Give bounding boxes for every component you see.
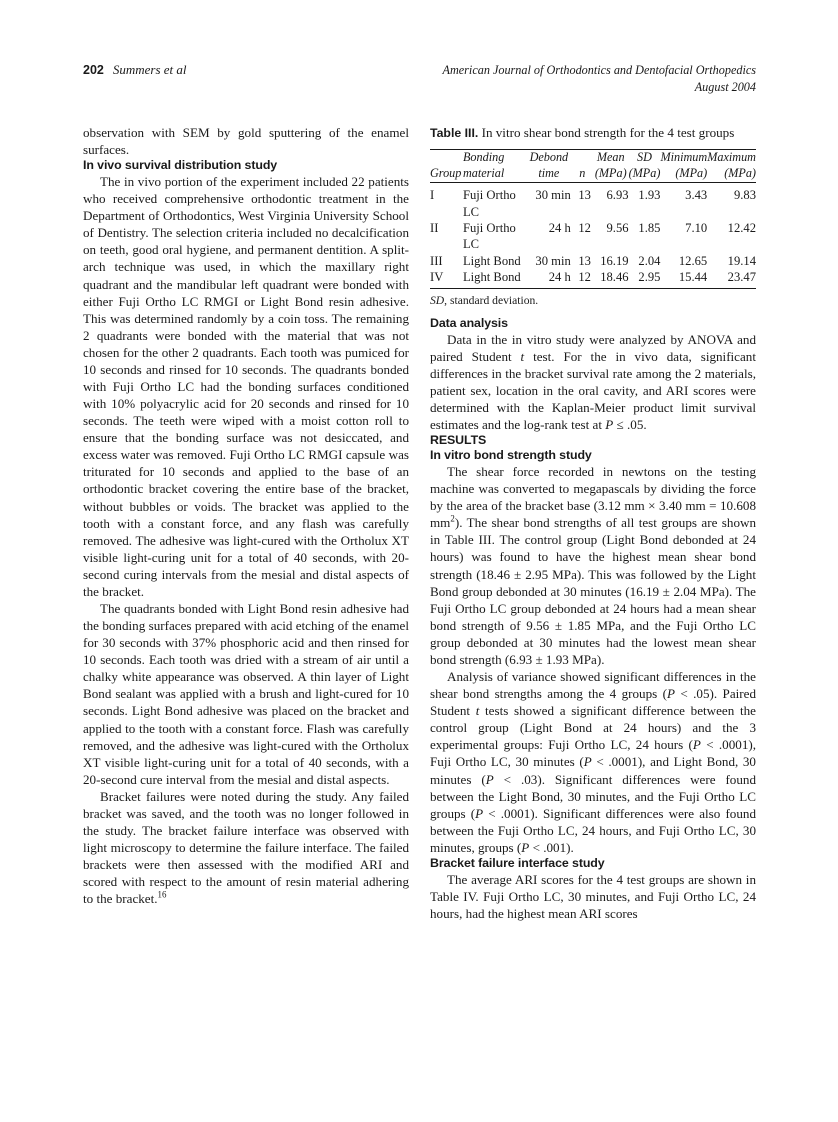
th-sd-unit: (MPa) [628, 166, 661, 181]
table-iii-label: Table III. [430, 126, 479, 140]
running-head-authors: Summers et al [112, 62, 187, 77]
cell-sd: 2.95 [638, 270, 661, 285]
th-sd-line1: SD [637, 149, 652, 164]
th-mean-line1: Mean [596, 149, 625, 164]
cell-n: 13 [578, 188, 591, 203]
th-time-line2: time [538, 166, 560, 181]
cell-mean: 18.46 [600, 270, 629, 285]
anova-text-h: < .001). [529, 839, 574, 855]
cell-min: 12.65 [678, 253, 708, 268]
statistic-P: P [485, 771, 494, 787]
cell-material: Light Bond [462, 270, 521, 285]
th-min-line1: Minimum [660, 149, 708, 164]
statistic-t: t [520, 348, 525, 364]
th-max-unit: (MPa) [724, 166, 756, 181]
paragraph-anova-results [430, 668, 756, 856]
right-column [430, 316, 756, 922]
statistic-P: P [692, 737, 701, 753]
issue-date: August 2004 [694, 80, 756, 95]
anova-text-g: < .0001). Significant differences were also found between the Fuji Ortho LC, 24 hours, and Fuji Ortho LC, 30 minutes, groups ( [430, 805, 756, 855]
table-row [430, 269, 756, 289]
th-mean-unit: (MPa) [594, 166, 627, 181]
table-iii-footnote [430, 294, 756, 308]
statistic-P: P [475, 805, 484, 821]
table-iii-caption [430, 124, 756, 142]
data-analysis-text-b: test. For the in vivo data, significant differences in the bracket survival rate among the 2 materials, patient sex, location in the oral cavity, and ARI scores were determined with the Kaplan-Meier product limit survival estimates and the log-rank test at [430, 348, 756, 433]
cell-time: 24 h [548, 220, 571, 235]
cell-mean: 6.93 [606, 188, 629, 203]
statistic-t: t [475, 703, 480, 719]
th-group: Group [430, 166, 462, 181]
running-head-right [443, 62, 756, 97]
th-n-blank [574, 149, 593, 166]
cell-n: 12 [578, 220, 591, 235]
cell-group: III [430, 253, 443, 268]
heading-in-vitro-bond-strength-study: In vitro bond strength study [430, 448, 592, 463]
in-vitro-text-b: ). The shear bond strengths of all test groups are shown in Table III. The control group (Light Bond debonded at 24 hours) was found to have the highest mean shear bond strength (18.46 ± 2.95 MPa). This was followed by the Light Bond group debonded at 30 minutes (16.19 ± 2.04 MPa). The Fuji Ortho LC group debonded at 24 hours had a mean shear bond strength of 9.56 ± 1.85 MPa, and the Fuji Ortho LC group debonded at 30 minutes had the lowest mean shear bond strength (6.93 ± 1.93 MPa). [430, 515, 756, 667]
cell-mean: 16.19 [600, 253, 629, 268]
cell-min: 7.10 [685, 220, 708, 235]
paragraph-bracket-failures-text: Bracket failures were noted during the study. Any failed bracket was saved, and the tooth was no longer followed in the study. The bracket failure interface was observed with light microscopy to determine the failure interface. The failed brackets were then assessed with the modified ARI and scored with respect to the amount of resin material adhering to the bracket. [83, 788, 409, 907]
table-iii [430, 149, 756, 289]
table-iii-caption-text: In vitro shear bond strength for the 4 test groups [481, 125, 735, 140]
page-number: 202 [83, 63, 104, 77]
table-iii-body [430, 183, 756, 289]
statistic-P: P [521, 839, 530, 855]
paragraph-data-analysis [430, 331, 756, 433]
table-header-row-1 [430, 149, 756, 166]
in-vitro-text-a: The shear force recorded in newtons on the testing machine was converted to megapascals by dividing the force by the area of the bracket base (3.12 mm × 3.40 mm = 10.608 mm [430, 464, 756, 531]
cell-sd: 1.93 [638, 188, 661, 203]
heading-results: RESULTS [430, 433, 487, 448]
cell-max: 9.83 [733, 188, 756, 203]
paragraph-bracket-failure-results: The average ARI scores for the 4 test groups are shown in Table IV. Fuji Ortho LC, 30 minutes, and Fuji Ortho LC, 24 hours, had the highest mean ARI scores [430, 871, 756, 921]
cell-max: 12.42 [727, 220, 756, 235]
th-time-line1: Debond [529, 149, 569, 164]
left-column [83, 124, 409, 907]
table-row [430, 253, 756, 269]
th-min-unit: (MPa) [675, 166, 708, 181]
cell-group: II [430, 220, 439, 235]
continued-paragraph: observation with SEM by gold sputtering of the enamel surfaces. [83, 125, 409, 158]
table-iii-head [430, 149, 756, 182]
heading-bracket-failure-interface-study: Bracket failure interface study [430, 855, 605, 870]
th-n: n [579, 166, 586, 181]
anova-text-b: < .05). Paired Student [430, 686, 756, 719]
anova-text-a: Analysis of variance showed significant differences in the shear bond strengths among the 4 groups ( [430, 669, 756, 702]
statistic-P: P [667, 686, 675, 702]
anova-text-f: < .03). Significant differences were found between the Light Bond, 30 minutes, and the Fuji Ortho LC groups ( [430, 771, 756, 821]
cell-group: I [430, 188, 435, 203]
table-iii-block [430, 124, 756, 308]
th-group-blank [430, 149, 463, 166]
cell-material: Fuji Ortho LC [462, 188, 516, 219]
reference-marker-16: 16 [157, 889, 167, 900]
superscript-square: 2 [450, 513, 455, 524]
cell-max: 23.47 [727, 270, 756, 285]
heading-data-analysis: Data analysis [430, 316, 508, 330]
table-row [430, 220, 756, 253]
data-analysis-text-a: Data in the in vitro study were analyzed by ANOVA and paired Student [430, 331, 756, 364]
cell-material: Fuji Ortho LC [462, 220, 516, 252]
paragraph-bracket-failures [83, 788, 409, 908]
th-material-line1: Bonding [462, 149, 505, 164]
cell-min: 3.43 [685, 188, 708, 203]
paragraph-in-vivo-methods: The in vivo portion of the experiment included 22 patients who received comprehensive orthodontic treatment in the Department of Orthodontics, West Virginia University School of Dentistry. The selection criteria included no decalcification on teeth, good oral hygiene, and permanent dentition. A split-arch technique was used, in which the maxillary right quadrant and the mandibular left quadrant were bonded with either Fuji Ortho LC RMGI or Light Bond resin adhesive. This was determined randomly by a coin toss. The remaining 2 quadrants were bonded with the material that was not chosen for the other 2 quadrants. Each tooth was pumiced for 10 seconds and rinsed for 10 seconds. The quadrants bonded with Fuji Ortho LC had the bonding surfaces conditioned with 10% polyacrylic acid for 20 seconds and rinsed for 10 seconds. The teeth were wiped with a moist cotton roll to ensure that the bonding surface was not desiccated, and excess water was removed. Fuji Ortho LC RMGI capsule was triturated for 10 seconds and applied to the base of an orthodontic bracket covering the entire base of the bracket, without bubbles or voids. The bracket was applied to the tooth with a constant force, and any flash was carefully removed. The adhesive was light-cured with the Ortholux XT visible light-curing unit for a total of 40 seconds, with 20-second curing intervals from the mesial and distal aspects of the bracket. [83, 174, 409, 599]
running-head-left [83, 62, 187, 78]
paragraph-light-bond-methods: The quadrants bonded with Light Bond resin adhesive had the bonding surfaces prepared with acid etching of the enamel for 30 seconds with 37% phosphoric acid and then rinsed for 10 seconds. Each tooth was dried with a stream of air until a chalky white appearance was observed. A thin layer of Light Bond sealant was applied with a brush and light-cured for 10 seconds. Light Bond adhesive was placed on the bracket and applied to the tooth with a constant force. Flash was carefully removed, and the adhesive was light-cured with the Ortholux XT visible light-curing unit for a total of 40 seconds, with a 20-second cure interval from the mesial and distal aspects. [83, 600, 409, 787]
th-material-line2: material [462, 166, 505, 181]
cell-time: 30 min [535, 253, 571, 268]
data-analysis-text-c: ≤ .05. [613, 417, 647, 433]
statistic-P: P [605, 417, 614, 433]
anova-text-e: < .0001), and Light Bond, 30 minutes ( [430, 754, 756, 787]
cell-n: 12 [578, 270, 591, 285]
cell-material: Light Bond [462, 253, 521, 268]
cell-group: IV [430, 270, 444, 285]
footnote-abbreviation: SD [430, 294, 445, 308]
journal-title: American Journal of Orthodontics and Dentofacial Orthopedics [442, 63, 756, 77]
th-max-line1: Maximum [707, 149, 756, 164]
footnote-definition: , standard deviation. [444, 294, 539, 308]
anova-text-d: < .0001), Fuji Ortho LC, 30 minutes ( [430, 737, 756, 770]
cell-time: 30 min [535, 188, 571, 203]
table-row [430, 183, 756, 220]
running-head [83, 62, 756, 106]
cell-max: 19.14 [727, 253, 756, 268]
statistic-P: P [583, 754, 592, 770]
paragraph-in-vitro-results [430, 463, 756, 668]
cell-min: 15.44 [678, 270, 708, 285]
anova-text-c: tests showed a significant difference between the control group (Light Bond at 24 hours) and the 3 experimental groups: Fuji Ortho LC, 24 hours ( [430, 703, 756, 753]
heading-in-vivo-survival-distribution-study: In vivo survival distribution study [83, 158, 278, 173]
cell-sd: 2.04 [638, 253, 661, 268]
table-header-row-2 [430, 166, 756, 183]
cell-n: 13 [578, 253, 591, 268]
cell-sd: 1.85 [638, 220, 661, 235]
cell-time: 24 h [548, 270, 571, 285]
cell-mean: 9.56 [606, 220, 629, 235]
